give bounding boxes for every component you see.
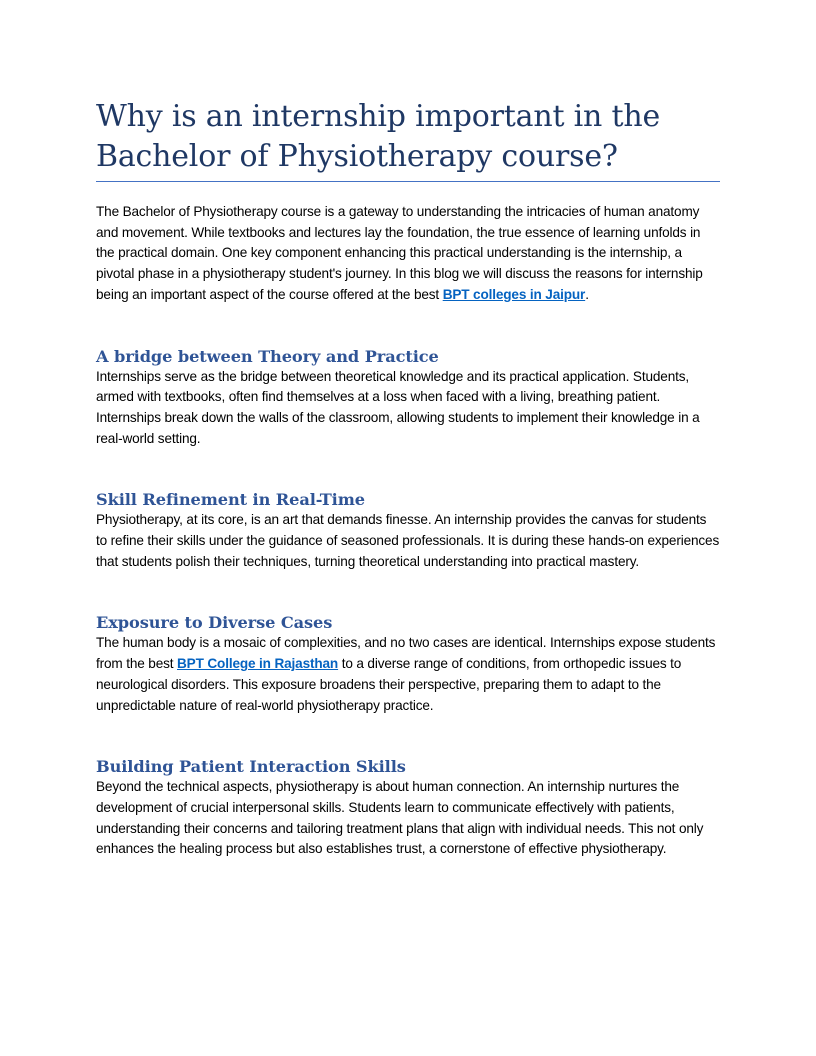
section-skill-refinement: [96, 490, 720, 572]
section-body: Physiotherapy, at its core, is an art that demands finesse. An internship provides the canvas for students to refine their skills under the guidance of seasoned professionals. It is during these hands-on experiences that students polish their techniques, turning theoretical understanding into practical mastery.: [96, 512, 720, 569]
bpt-colleges-jaipur-link[interactable]: BPT colleges in Jaipur: [442, 286, 586, 302]
bpt-college-rajasthan-link[interactable]: BPT College in Rajasthan: [177, 656, 339, 672]
page-title: Why is an internship important in the Bachelor of Physiotherapy course?: [96, 97, 720, 182]
section-diverse-cases: [96, 613, 720, 716]
section-theory-practice: [96, 347, 720, 450]
section-heading: A bridge between Theory and Practice: [96, 346, 439, 366]
section-body: Beyond the technical aspects, physiotherapy is about human connection. An internship nurtures the development of crucial interpersonal skills. Students learn to communicate effectively with patients, understanding their concerns and tailoring treatment plans that align with individual needs. This not only enhances the healing process but also establishes trust, a cornerstone of effective physiotherapy.: [96, 779, 704, 857]
section-patient-interaction: [96, 757, 720, 860]
section-body: [96, 633, 720, 716]
section-body-text: to a diverse range of conditions, from orthopedic issues to neurological disorders. This exposure broadens their perspective, preparing them to adapt to the unpredictable nature of real-world physiotherapy practice.: [96, 656, 682, 713]
section-body: Internships serve as the bridge between theoretical knowledge and its practical application. Students, armed with textbooks, often find themselves at a loss when faced with a living, breathing patient. Internships break down the walls of the classroom, allowing students to implement their knowledge in a real-world setting.: [96, 368, 700, 446]
intro-end: .: [585, 286, 589, 302]
section-body-text: The human body is a mosaic of complexities, and no two cases are identical. Internships expose students from the best: [96, 635, 716, 672]
section-heading: Exposure to Diverse Cases: [96, 613, 333, 633]
document-page: [96, 97, 720, 860]
intro-text: The Bachelor of Physiotherapy course is a gateway to understanding the intricacies of human anatomy and movement. While textbooks and lectures lay the foundation, the true essence of learning unfolds in the practical domain. One key component enhancing this practical understanding is the internship, a pivotal phase in a physiotherapy student's journey. In this blog we will discuss the reasons for internship being an important aspect of the course offered at the best: [96, 204, 703, 302]
intro-paragraph: [96, 202, 720, 306]
section-heading: Building Patient Interaction Skills: [96, 757, 406, 777]
section-heading: Skill Refinement in Real-Time: [96, 490, 365, 510]
